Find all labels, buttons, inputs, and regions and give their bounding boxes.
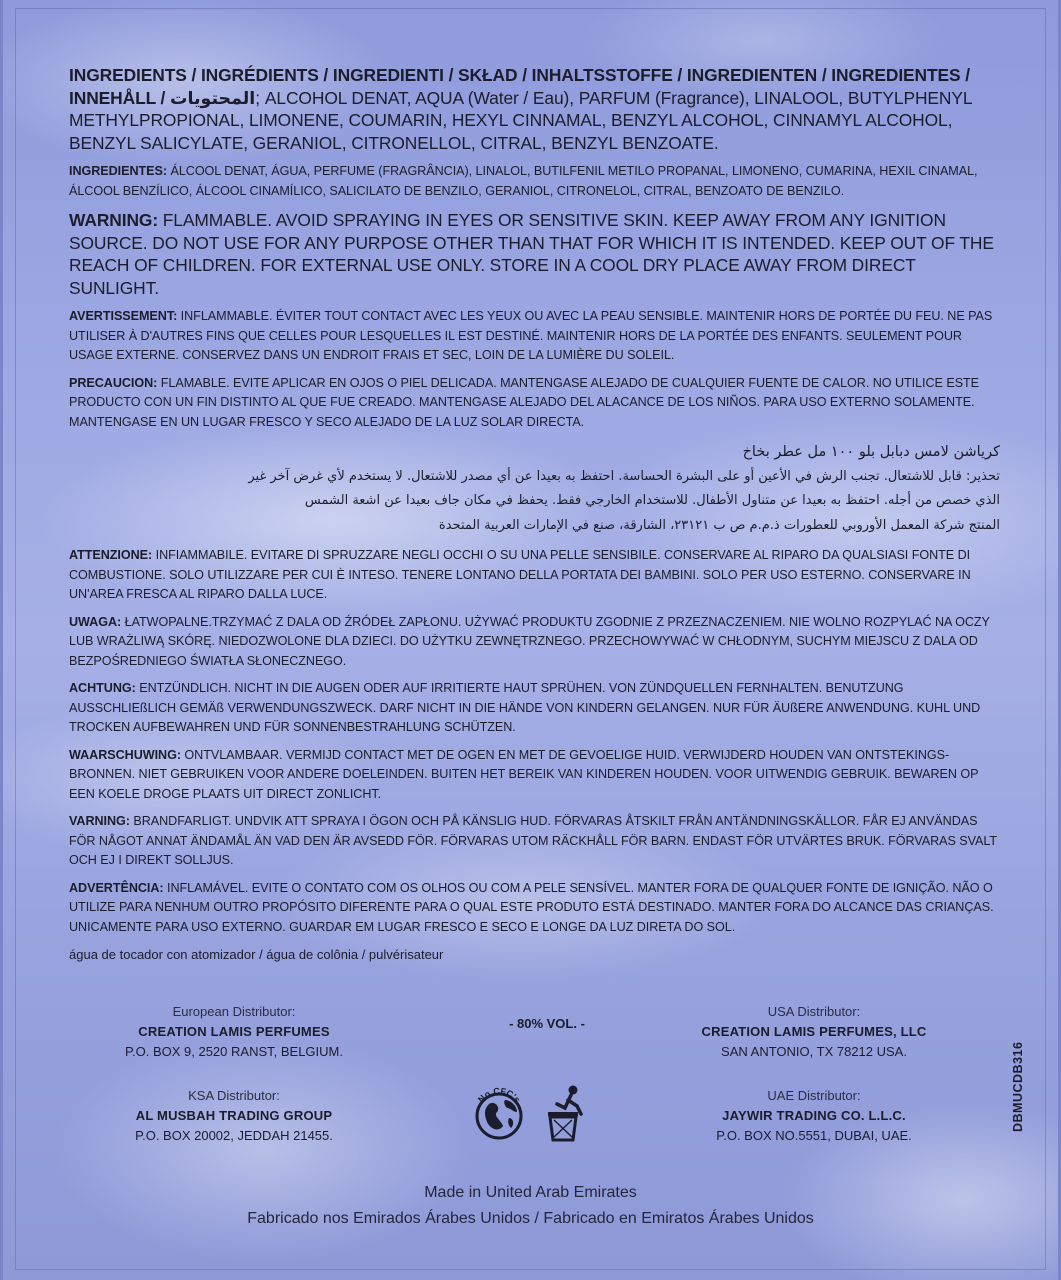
ingredientes-pt xyxy=(69,162,1000,201)
ingredients-arabic-label: المحتويات xyxy=(170,87,256,108)
warning-pt xyxy=(69,879,1000,938)
warning-it xyxy=(69,546,1000,605)
made-in-line-1: Made in United Arab Emirates xyxy=(424,1184,637,1201)
made-in-section xyxy=(3,1180,1058,1232)
warning-it-text: INFIAMMABILE. EVITARE DI SPRUZZARE NEGLI OCCHI O SU UNA PELLE SENSIBILE. CONSERVARE AL RIPARO DA QUALSIASI FONTE DI COMBUSTIONE. SOLO UTILIZZARE PER CUI È INTESO. TENERE LONTANO DELLA PORTATA DEI BAMBINI. SOLO PER USO ESTERNO. CONSERVARE IN UN'AREA FRESCA AL RIPARO DALLA LUCE. xyxy=(69,548,971,601)
warning-en-label: WARNING: xyxy=(69,210,159,230)
distributor-name: JAYWIR TRADING CO. L.L.C. xyxy=(722,1108,906,1123)
recycle-bin-icon xyxy=(543,1084,587,1142)
warning-ar xyxy=(69,440,1000,538)
warning-fr-text: INFLAMMABLE. ÉVITER TOUT CONTACT AVEC LES YEUX OU AVEC LA PEAU SENSIBLE. MAINTENIR HORS DE PORTÉE DU FEU. NE PAS UTILISER À D'AUTRES FINS QUE CELLES POUR LESQUELLES IL EST DESTINÉ. MAINTENIR HORS DE LA PORTÉE DES ENFANTS. SEULEMENT POUR USAGE EXTERNE. CONSERVEZ DANS UN ENDROIT FRAIS ET SEC, LOIN DE LA LUMIÈRE DU SOLEIL. xyxy=(69,309,993,362)
warning-pl-text: ŁATWOPALNE.TRZYMAĆ Z DALA OD ŹRÓDEŁ ZAPŁONU. UŻYWAĆ PRODUKTU ZGODNIE Z PRZEZNACZENIEM. NIE WOLNO ROZPYLAĆ NA OCZY LUB WRAŻLIWĄ SKÓRĘ. NIEDOZWOLONE DLA DZIECI. DO UŻYTKU ZEWNĘTRZNEGO. PRZECHOWYWAĆ W CHŁODNYM, SUCHYM MIEJSCU Z DALA OD BEZPOŚREDNIEGO ŚWIATŁA SŁONECZNEGO. xyxy=(69,614,990,668)
arabic-product-title: كرياشن لامس دبابل بلو ١٠٠ مل عطر بخاخ xyxy=(742,444,1000,460)
warning-en xyxy=(69,209,1000,299)
distributor-name: AL MUSBAH TRADING GROUP xyxy=(135,1108,333,1123)
distributor-address: P.O. BOX 20002, JEDDAH 21455. xyxy=(135,1128,333,1143)
product-type-line: água de tocador con atomizador / água de colônia / pulvérisateur xyxy=(69,947,444,962)
distributor-name: CREATION LAMIS PERFUMES xyxy=(138,1024,330,1039)
european-distributor xyxy=(109,1002,359,1062)
distributor-address: P.O. BOX 9, 2520 RANST, BELGIUM. xyxy=(125,1044,343,1059)
arabic-warning-line-1: تحذير: قابل للاشتعال. تجنب الرش في الأعين أو على البشرة الحساسة. احتفظ به بعيدا عن أي مصدر للاشتعال. لا يستخدم لأي غرض آخر غير xyxy=(248,468,1000,484)
warning-es xyxy=(69,374,1000,433)
distributor-label: UAE Distributor: xyxy=(767,1088,861,1103)
warning-de xyxy=(69,679,1000,738)
ingredientes-label: INGREDIENTES: xyxy=(69,164,168,178)
alcohol-volume: - 80% VOL. - xyxy=(509,1016,585,1031)
certification-icons xyxy=(471,1078,591,1142)
warning-sv-label: VARNING: xyxy=(69,814,130,828)
ksa-distributor xyxy=(109,1086,359,1146)
made-in-line-2: Fabricado nos Emirados Árabes Unidos / Fabricado en Emiratos Árabes Unidos xyxy=(247,1210,814,1227)
no-cfc-globe-icon xyxy=(471,1078,527,1142)
usa-distributor xyxy=(689,1002,939,1062)
warning-sv xyxy=(69,812,1000,871)
distributor-address: P.O. BOX NO.5551, DUBAI, UAE. xyxy=(716,1128,912,1143)
distributor-name: CREATION LAMIS PERFUMES, LLC xyxy=(701,1024,927,1039)
arabic-manufacturer-line: المنتج شركة المعمل الأوروبي للعطورات ذ.م.م ص ب ٢٣١٢١، الشارقة، صنع في الإمارات العربية المتحدة xyxy=(438,517,1000,533)
distributor-label: USA Distributor: xyxy=(767,1004,861,1019)
ingredients-multilingual xyxy=(69,64,1000,154)
warning-pt-label: ADVERTÊNCIA: xyxy=(69,880,164,895)
warning-fr xyxy=(69,307,1000,366)
no-cfc-text: No CFC's xyxy=(475,1085,523,1105)
warning-pl-label: UWAGA: xyxy=(69,614,122,629)
ingredients-label: INGREDIENTS / INGRÉDIENTS / INGREDIENTI / SKŁAD / INHALTSSTOFFE / INGREDIENTEN / INGREDIENTES / INNEHÅLL / xyxy=(69,65,971,108)
distributor-address: SAN ANTONIO, TX 78212 USA. xyxy=(721,1044,907,1059)
ingredientes-text: ÁLCOOL DENAT, ÁGUA, PERFUME (FRAGRÂNCIA), LINALOL, BUTILFENIL METILO PROPANAL, LIMONENO, CUMARINA, HEXIL CINAMAL, ÁLCOOL BENZÍLICO, ÁLCOOL CINAMÍLICO, SALICILATO DE BENZILO, GERANIOL, CITRONELOL, CITRAL, BENZOATO DE BENZILO. xyxy=(69,164,978,198)
warning-sv-text: BRANDFARLIGT. UNDVIK ATT SPRAYA I ÖGON OCH PÅ KÄNSLIG HUD. FÖRVARAS ÅTSKILT FRÅN ANTÄNDNINGSKÄLLOR. FÅR EJ ANVÄNDAS FÖR NÅGOT ANNAT ÄNDAMÅL ÄN VAD DEN ÄR AVSEDD FÖR. FÖRVARAS UTOM RÄCKHÅLL FÖR BARN. ENDAST FÖR UTVÄRTES BRUK. FÖRVARAS SVALT OCH EJ I DIREKT SOLLJUS. xyxy=(69,814,997,867)
warning-es-text: FLAMABLE. EVITE APLICAR EN OJOS O PIEL DELICADA. MANTENGASE ALEJADO DE CUALQUIER FUENTE DE CALOR. NO UTILICE ESTE PRODUCTO CON UN FIN DISTINTO AL QUE FUE CREADO. MANTENGASE ALEJADO DEL ALACANCE DE LOS NIÑOS. PARA USO EXTERNO SOLAMENTE. MANTENGASE EN UN LUGAR FRESCO Y SECO ALEJADO DE LA LUZ SOLAR DIRECTA. xyxy=(69,375,980,429)
uae-distributor xyxy=(689,1086,939,1146)
warning-pt-text: INFLAMÁVEL. EVITE O CONTATO COM OS OLHOS OU COM A PELE SENSÍVEL. MANTER FORA DE QUALQUER FONTE DE IGNIÇÃO. NÃO O UTILIZE PARA NENHUM OUTRO PROPÓSITO DIFERENTE PARA O QUAL ESTE PRODUTO ESTÁ DESTINADO. MANTER FORA DO ALCANCE DAS CRIANÇAS. UNICAMENTE PARA USO EXTERNO. GUARDAR EM LUGAR FRESCO E SECO E LONGE DA LUZ DIRETA DO SOL. xyxy=(69,880,994,934)
warning-en-text: FLAMMABLE. AVOID SPRAYING IN EYES OR SENSITIVE SKIN. KEEP AWAY FROM ANY IGNITION SOURCE. DO NOT USE FOR ANY PURPOSE OTHER THAN THAT FOR WHICH IT IS INTENDED. KEEP OUT OF THE REACH OF CHILDREN. FOR EXTERNAL USE ONLY. STORE IN A COOL DRY PLACE AWAY FROM DIRECT SUNLIGHT. xyxy=(69,210,994,298)
warning-fr-label: AVERTISSEMENT: xyxy=(69,309,178,323)
distributor-label: KSA Distributor: xyxy=(188,1088,280,1103)
distributor-label: European Distributor: xyxy=(172,1004,296,1019)
ingredients-list: ; ALCOHOL DENAT, AQUA (Water / Eau), PARFUM (Fragrance), LINALOOL, BUTYLPHENYL METHYLPROPIONAL, LIMONENE, COUMARIN, HEXYL CINNAMAL, BENZYL ALCOHOL, CINNAMYL ALCOHOL, BENZYL SALICYLATE, GERANIOL, CITRONELLOL, CITRAL, BENZYL BENZOATE. xyxy=(69,87,972,153)
warning-nl-text: ONTVLAMBAAR. VERMIJD CONTACT MET DE OGEN EN MET DE GEVOELIGE HUID. VERWIJDERD HOUDEN VAN ONTSTEKINGS-BRONNEN. NIET GEBRUIKEN VOOR ANDERE DOELEINDEN. BUITEN HET BEREIK VAN KINDEREN HOUDEN. VOOR UITWENDIG GEBRUIK. BEWAREN OP EEN KOELE DROGE PLAATS UIT DIRECT ZONLICHT. xyxy=(69,747,979,801)
arabic-warning-line-2: الذي خصص من أجله. احتفظ به بعيدا عن متناول الأطفال. للاستخدام الخارجي فقط. يحفظ في مكان جاف بعيدا عن اشعة الشمس xyxy=(304,493,1000,508)
warning-nl-label: WAARSCHUWING: xyxy=(69,747,181,762)
warning-de-text: ENTZÜNDLICH. NICHT IN DIE AUGEN ODER AUF IRRITIERTE HAUT SPRÜHEN. VON ZÜNDQUELLEN FERNHALTEN. BENUTZUNG AUSSCHLIEßLICH GEMÄß VERWENDUNGSZWECK. DARF NICHT IN DIE HÄNDE VON KINDERN GELANGEN. NUR FÜR ÄUßERE ANWENDUNG. KUHL UND TROCKEN AUFBEWAHREN UND FÜR SONNENBESTRAHLUNG SCHÜTZEN. xyxy=(69,681,981,734)
warning-nl xyxy=(69,746,1000,805)
warning-es-label: PRECAUCION: xyxy=(69,375,158,390)
warning-pl xyxy=(69,613,1000,672)
label-text-area xyxy=(69,64,1000,965)
warning-de-label: ACHTUNG: xyxy=(69,681,136,695)
batch-code: DBMUCDB316 xyxy=(1011,1041,1025,1132)
warning-it-label: ATTENZIONE: xyxy=(69,548,153,562)
